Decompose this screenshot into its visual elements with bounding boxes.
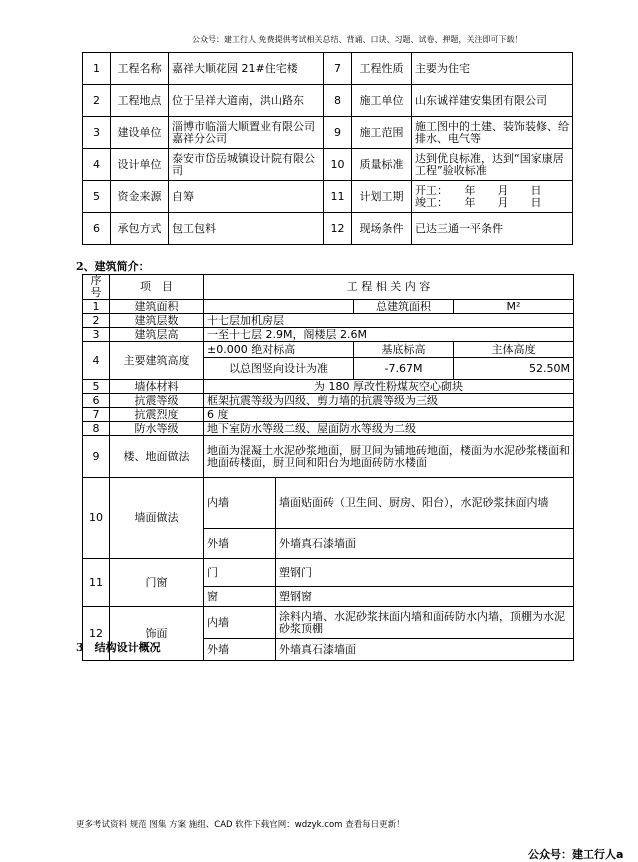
cell-value2: 山东诚祥建安集团有限公司 (412, 85, 573, 117)
cell-label1: 设计单位 (111, 149, 169, 181)
cell-no1: 4 (83, 149, 111, 181)
table-row (83, 85, 573, 117)
cell-label2: 施工单位 (352, 85, 412, 117)
cell-no1: 1 (83, 53, 111, 85)
cell-value1: 位于呈祥大道南，洪山路东 (169, 85, 324, 117)
table-row: 7 抗震烈度 6 度 (83, 408, 574, 422)
cell-value1: 泰安市岱岳城镇设计院有限公司 (169, 149, 324, 181)
table-row (83, 181, 573, 213)
cell-label2: 施工范围 (352, 117, 412, 149)
cell-no2: 8 (324, 85, 352, 117)
cell-label1: 建设单位 (111, 117, 169, 149)
table-header-row (83, 275, 574, 300)
cell-no2: 9 (324, 117, 352, 149)
section-3-title: 3 结构设计概况 (76, 641, 161, 654)
table-row (83, 149, 573, 181)
cell-label2: 工程性质 (352, 53, 412, 85)
project-info-table (82, 52, 573, 245)
cell-no2: 7 (324, 53, 352, 85)
cell-value2: 施工图中的土建、装饰装修、给排水、电气等 (412, 117, 573, 149)
footer-note: 更多考试资料 规范 图集 方案 施组、CAD 软件下载官网：wdzyk.com 查看每日更新！ (76, 820, 405, 830)
cell-value1: 自筹 (169, 181, 324, 213)
cell-no1: 3 (83, 117, 111, 149)
cell-label1: 工程名称 (111, 53, 169, 85)
cell-value1: 嘉祥大顺花园 21#住宅楼 (169, 53, 324, 85)
table-row: 10 墙面做法 内墙 墙面贴面砖（卫生间、厨房、阳台），水泥砂浆抹面内墙 (83, 478, 574, 529)
table-row: 3 建筑层高 一至十七层 2.9M，阁楼层 2.6M (83, 328, 574, 342)
table-row: 窗 塑钢窗 (83, 587, 574, 607)
table-row: 外墙 外墙真石漆墙面 (83, 529, 574, 559)
table-row: 1 建筑面积 总建筑面积 M² (83, 300, 574, 314)
section-2-title: 2、建筑简介： (76, 260, 150, 273)
watermark-text: 公众号：建工行人a (528, 848, 624, 861)
col-header-content: 工 程 相 关 内 容 (204, 275, 574, 300)
table-row: 11 门窗 门 塑钢门 (83, 559, 574, 587)
table-row: 外墙 外墙真石漆墙面 (83, 639, 574, 661)
table-row: 5 墙体材料 为 180 厚改性粉煤灰空心砌块 (83, 380, 574, 394)
cell-label2: 计划工期 (352, 181, 412, 213)
table-row (83, 117, 573, 149)
table-row: 2 建筑层数 十七层加机房层 (83, 314, 574, 328)
cell-value2: 达到优良标准，达到“国家康居工程”验收标准 (412, 149, 573, 181)
table-row: 4 主要建筑高度 ±0.000 绝对标高 基底标高 主体高度 (83, 342, 574, 358)
cell-no2: 12 (324, 213, 352, 245)
col-header-no: 序号 (83, 275, 110, 300)
cell-label1: 工程地点 (111, 85, 169, 117)
building-overview-table (82, 274, 574, 661)
header-note: 公众号：建工行人 免费提供考试相关总结、背诵、口诀、习题、试卷、押题，关注即可下载！ (192, 35, 523, 44)
table-row: 8 防水等级 地下室防水等级二级、屋面防水等级为二级 (83, 422, 574, 436)
cell-value2: 已达三通一平条件 (412, 213, 573, 245)
table-row: 9 楼、地面做法 地面为混凝土水泥砂浆地面，厨卫间为铺地砖地面，楼面为水泥砂浆楼面和地面砖楼面，厨卫间和阳台为地面砖防水楼面 (83, 436, 574, 478)
cell-no1: 2 (83, 85, 111, 117)
cell-value1: 淄博市临淄大顺置业有限公司嘉祥分公司 (169, 117, 324, 149)
table-row: 6 抗震等级 框架抗震等级为四级、剪力墙的抗震等级为三级 (83, 394, 574, 408)
table-row: 以总图竖向设计为准 -7.67M 52.50M (83, 358, 574, 380)
cell-label2: 现场条件 (352, 213, 412, 245)
cell-label1: 资金来源 (111, 181, 169, 213)
cell-value2: 开工： 年 月 日 竣工： 年 月 日 (412, 181, 573, 213)
cell-label1: 承包方式 (111, 213, 169, 245)
cell-no2: 11 (324, 181, 352, 213)
table-row: 12 饰面 内墙 涂料内墙、水泥砂浆抹面内墙和面砖防水内墙，顶棚为水泥砂浆顶棚 (83, 607, 574, 639)
cell-label2: 质量标准 (352, 149, 412, 181)
cell-value1: 包工包料 (169, 213, 324, 245)
cell-no1: 6 (83, 213, 111, 245)
empty-cell (204, 300, 354, 314)
table-row (83, 53, 573, 85)
col-header-item: 项 目 (110, 275, 204, 300)
cell-value2: 主要为住宅 (412, 53, 573, 85)
table-row (83, 213, 573, 245)
cell-no1: 5 (83, 181, 111, 213)
cell-no2: 10 (324, 149, 352, 181)
